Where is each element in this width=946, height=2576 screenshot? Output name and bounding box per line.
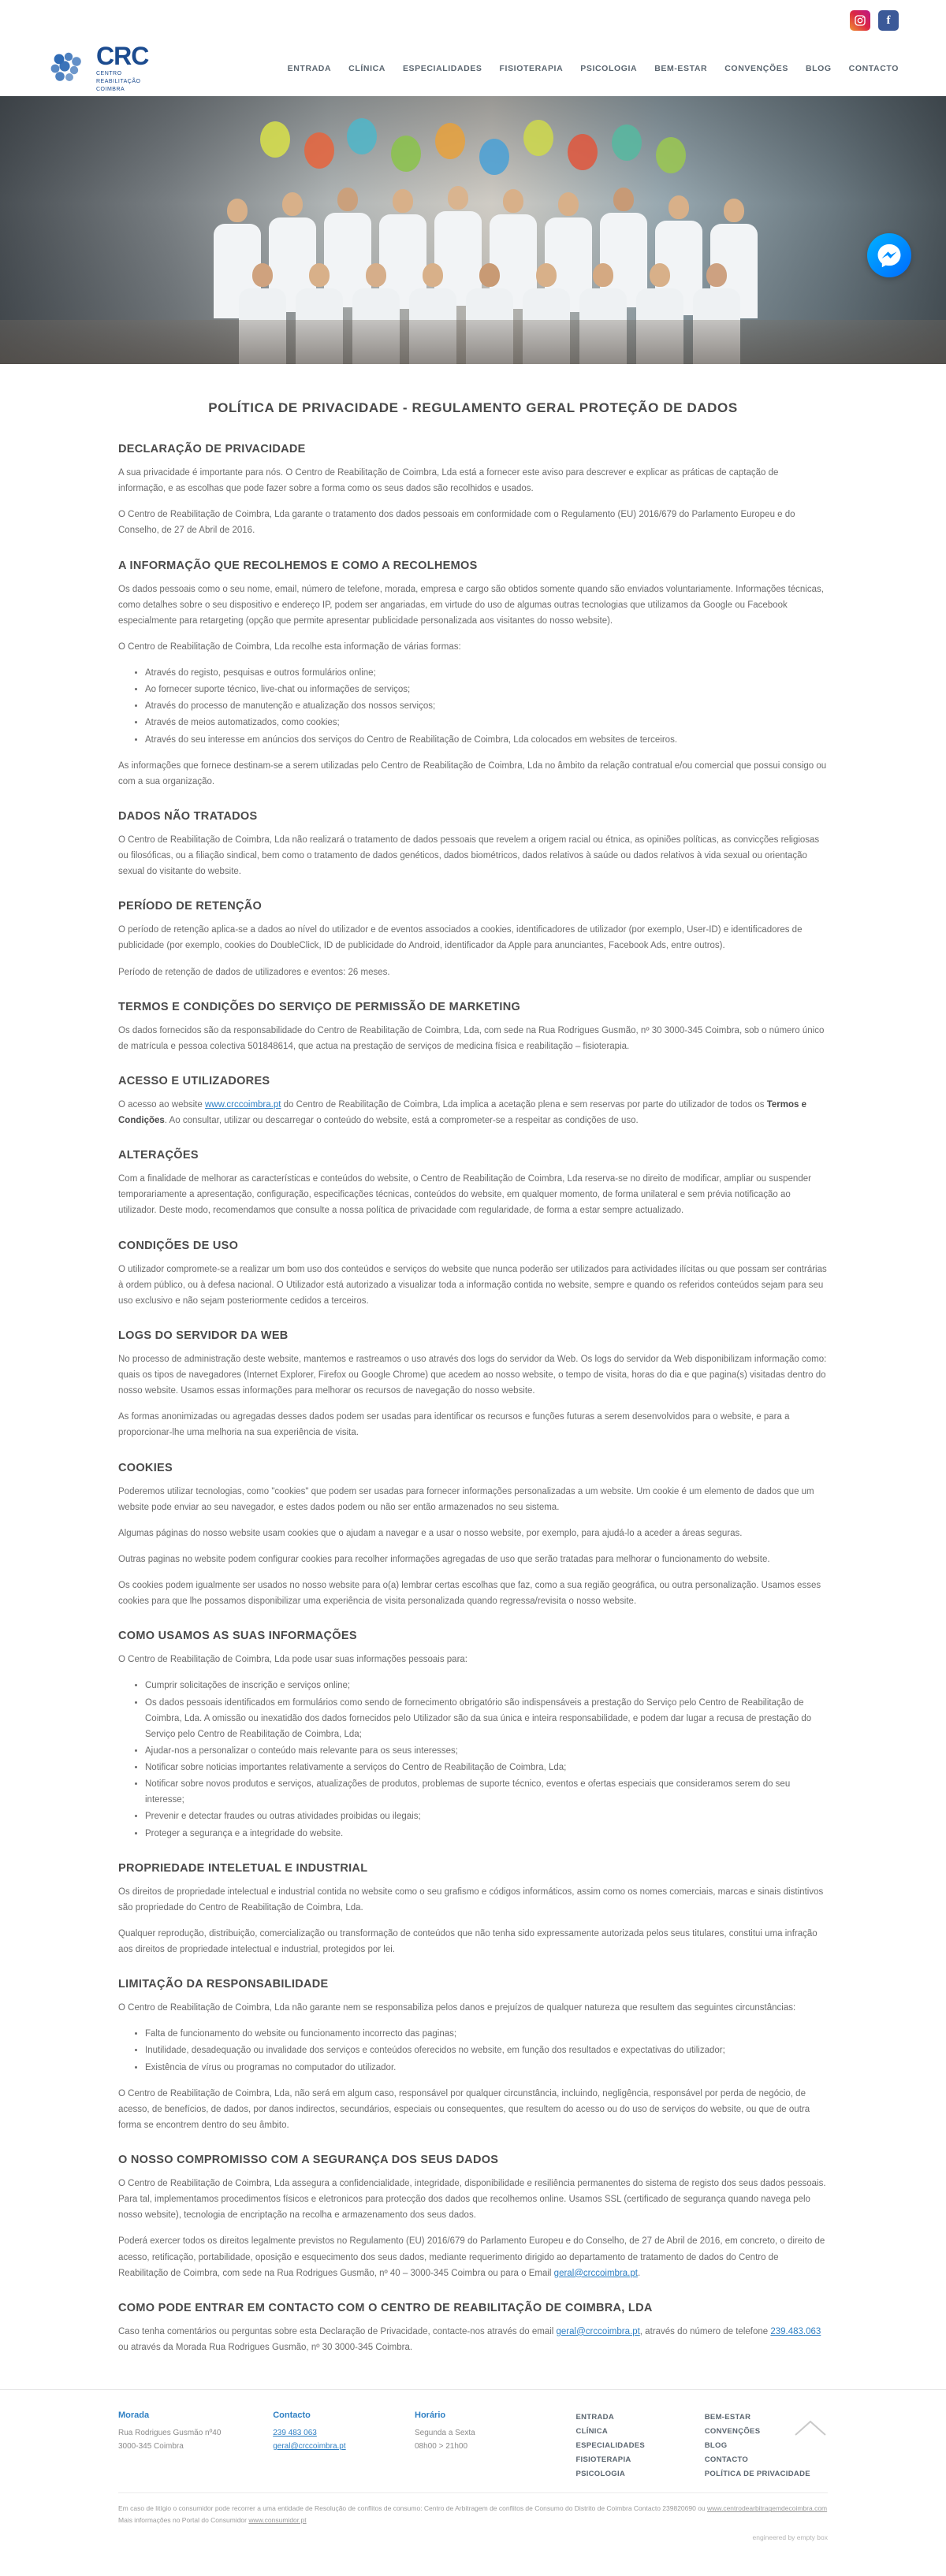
hero-floor <box>0 320 946 364</box>
main-navigation <box>288 64 899 73</box>
footer-contact-title: Contacto <box>273 2411 311 2420</box>
logo-acronym: CRC <box>96 42 149 71</box>
section-heading: DECLARAÇÃO DE PRIVACIDADE <box>118 443 306 455</box>
site-header <box>0 0 946 96</box>
section-paragraph: O período de retenção aplica-se a dados ao nível do utilizador e de eventos associados a cookies, identificadores de utilizador (por exemplo, User-ID) e identificadores de publicidade (por exemplo, cookies do DoubleClick, ID de publicidade do Android, identificador da Apple para anunciantes, Facebook Ads, entre outros). <box>118 925 803 951</box>
list-item: • Cumprir solicitações de inscrição e serviços online; <box>145 1678 828 1693</box>
section-paragraph: Algumas páginas do nosso website usam cookies que o ajudam a navegar e a usar o nosso website, por exemplo, para ajudá-lo a aceder a áreas seguras. <box>118 1528 743 1538</box>
section-heading: TERMOS E CONDIÇÕES DO SERVIÇO DE PERMISSÃO DE MARKETING <box>118 1000 521 1013</box>
section-paragraph: O Centro de Reabilitação de Coimbra, Lda, não será em algum caso, responsável por qualquer circunstância, incluindo, negligência, responsável por perda de negócio, de acesso, de benefícios, de dados, por danos indirectos, secundários, especiais ou consequentes, que resultem do acesso ou do uso de serviços do website, ou que de outra forma se encontrem dentro do seu âmbito. <box>118 2088 810 2130</box>
section-list <box>118 1678 828 1841</box>
section-paragraph: O Centro de Reabilitação de Coimbra, Lda assegura a confidencialidade, integridade, disponibilidade e resiliência permanentes do sistema de registo dos seus dados pessoais. Para tal, implementamos procedimentos físicos e eletronicos para protecção dos dados que recolhemos online. Usamos SSL (certificado de segurança quando navega pelo nosso website), tecnologia de encriptação na recolha e armazenamento dos seus dados. <box>118 2179 826 2221</box>
section-paragraph: A sua privacidade é importante para nós. O Centro de Reabilitação de Coimbra, Lda está a fornecer este aviso para descrever e explicar as práticas de captação de informação, e as escolhas que pode fazer sobre a forma como os seus dados são recolhidos e usados. <box>118 468 779 494</box>
footer-nav-item[interactable]: PSICOLOGIA <box>575 2470 626 2479</box>
footer-nav-item[interactable]: CLÍNICA <box>575 2427 609 2437</box>
footer-nav-column-1 <box>575 2411 672 2481</box>
section-paragraph: O utilizador compromete-se a realizar um bom uso dos conteúdos e serviços do website que nunca poderão ser utilizados para actividades ilícitas ou que possam ser contrárias à ordem público, ou à defesa nacional. O Utilizador está autorizado a visualizar toda a informação contida no website, sempre e quando os referidos conteúdos sejam para seu uso exclusivo e não sejam posteriormente cedidos a terceiros. <box>118 1264 827 1306</box>
section-paragraph: No processo de administração deste website, mantemos e rastreamos o uso através dos logs do servidor da Web. Os logs do servidor da Web disponibilizam informação como: quais os tipos de navegadores (Internet Explorer, Firefox ou Google Chrome) que acedem ao nosso website, o tempo de visita, horas do dia e que pagina(s) visitadas dentro do nosso website. Usamos essas informações para melhorar os recursos de navegação do nosso website. <box>118 1354 827 1396</box>
facebook-icon[interactable]: f <box>878 10 899 31</box>
nav-item-contacto[interactable]: CONTACTO <box>848 64 899 73</box>
section-paragraph: O Centro de Reabilitação de Coimbra, Lda garante o tratamento dos dados pessoais em conformidade com o Regulamento (EU) 2016/679 do Parlamento Europeu e do Conselho, de 27 de Abril de 2016. <box>118 510 795 536</box>
footer-nav-item[interactable]: CONVENÇÕES <box>704 2427 761 2437</box>
list-item: • Notificar sobre novos produtos e serviços, atualizações de produtos, problemas de suporte técnico, eventos e ofertas especiais que consideramos serem do seu interesse; <box>145 1776 828 1808</box>
nav-item-conven--es[interactable]: CONVENÇÕES <box>724 64 788 73</box>
list-item: • Existência de vírus ou programas no computador do utilizador. <box>145 2060 828 2076</box>
section-heading: COMO USAMOS AS SUAS INFORMAÇÕES <box>118 1630 357 1643</box>
section-paragraph-rich: Caso tenha comentários ou perguntas sobre esta Declaração de Privacidade, contacte-nos através do email geral@crccoimbra.pt, através do número de telefone 239.483.063 ou através da Morada Rua Rodrigues Gusmão, nº 30 3000-345 Coimbra. <box>118 2326 821 2352</box>
list-item: • Através do registo, pesquisas e outros formulários online; <box>145 665 828 681</box>
section-paragraph: Os dados pessoais como o seu nome, email, número de telefone, morada, empresa e cargo são obtidos somente quando são enviados voluntariamente. Informações técnicas, como detalhes sobre o seu dispositivo e endereço IP, podem ser angariadas, em virtude do uso de algumas outras tecnologias que utilizamos da Google ou Facebook especialmente para retargeting (opção que permite apresentar publicidade personalizada aos visitantes do nosso website). <box>118 584 824 626</box>
footer-credit: engineered by empty box <box>752 2533 828 2542</box>
page-title: POLÍTICA DE PRIVACIDADE - REGULAMENTO GERAL PROTEÇÃO DE DADOS <box>208 400 738 415</box>
footer-address <box>118 2411 241 2481</box>
section-paragraph: Os dados fornecidos são da responsabilidade do Centro de Reabilitação de Coimbra, Lda, com sede na Rua Rodrigues Gusmão, nº 30 3000-345 Coimbra, sob o número único de matrícula e pessoa colectiva 501848614, que actua na prestação de serviços de medicina física e reabilitação – fisioterapia. <box>118 1025 825 1051</box>
section-heading: DADOS NÃO TRATADOS <box>118 809 258 823</box>
nav-item-bem-estar[interactable]: BEM-ESTAR <box>654 64 708 73</box>
hero-banner <box>0 96 946 364</box>
list-item: • Proteger a segurança e a integridade do website. <box>145 1826 828 1842</box>
logo-subtitle-1: CENTRO <box>96 71 122 77</box>
footer-hours <box>415 2411 544 2481</box>
policy-sections <box>118 443 828 2355</box>
list-item: • Os dados pessoais identificados em formulários como sendo de fornecimento obrigatório são indispensáveis a prestação do Serviço pelo Centro de Reabilitação de Coimbra, Lda. A omissão ou inexatidão dos dados fornecidos pelo Utilizador são da sua única e inteira responsabilidade, e podem dar lugar a recusa de prestação do Serviço pelo Centro de Reabilitação de Coimbra, Lda; <box>145 1695 828 1742</box>
link-email-geral: geral@crccoimbra.pt <box>553 2268 638 2278</box>
section-paragraph: O Centro de Reabilitação de Coimbra, Lda recolhe esta informação de várias formas: <box>118 641 461 652</box>
section-paragraph-rich: O acesso ao website www.crccoimbra.pt do Centro de Reabilitação de Coimbra, Lda implica a acetação plena e sem reservas por parte do utilizador de todos os Termos e Condições. Ao consultar, utilizar ou descarregar o conteúdo do website, está a comprometer-se a respeitar as condições de uso. <box>118 1099 806 1125</box>
link-email-contacto: geral@crccoimbra.pt <box>556 2326 640 2336</box>
logo-subtitle-3: COIMBRA <box>96 86 125 92</box>
link-telefone: 239.483.063 <box>770 2326 821 2336</box>
list-item: • Através do seu interesse em anúncios dos serviços do Centro de Reabilitação de Coimbra, Lda colocados em websites de terceiros. <box>145 732 828 748</box>
main-content <box>0 364 946 2389</box>
logo-subtitle-2: REABILITAÇÃO <box>96 79 141 85</box>
chevron-up-icon[interactable] <box>793 2417 828 2439</box>
nav-item-blog[interactable]: BLOG <box>805 64 832 73</box>
section-paragraph: Qualquer reprodução, distribuição, comercialização ou transformação de conteúdos que não tenha sido expressamente autorizada pelos seus titulares, constitui uma infração aos direitos de propriedade intelectual e industrial, protegidos por lei. <box>118 1928 818 1954</box>
section-paragraph: As informações que fornece destinam-se a serem utilizadas pelo Centro de Reabilitação de Coimbra, Lda no âmbito da relação contratual e/ou comercial que possui consigo ou com a sua organização. <box>118 760 827 786</box>
section-paragraph: O Centro de Reabilitação de Coimbra, Lda pode usar suas informações pessoais para: <box>118 1655 467 1665</box>
footer-nav-item[interactable]: ENTRADA <box>575 2413 614 2422</box>
list-item: • Inutilidade, desadequação ou invalidade dos serviços e conteúdos oferecidos no website, em função dos resultados e expectativas do utilizador; <box>145 2043 828 2058</box>
section-paragraph: Outras paginas no website podem configurar cookies para recolher informações agregadas de uso que serão tratadas para melhorar o funcionamento do website. <box>118 1554 770 1564</box>
nav-item-especialidades[interactable]: ESPECIALIDADES <box>402 64 482 73</box>
footer-nav-item[interactable]: POLÍTICA DE PRIVACIDADE <box>704 2470 810 2479</box>
list-item: • Através do processo de manutenção e atualização dos nossos serviços; <box>145 698 828 714</box>
footer-nav-item[interactable]: CONTACTO <box>704 2455 749 2465</box>
section-heading: A INFORMAÇÃO QUE RECOLHEMOS E COMO A RECOLHEMOS <box>118 559 478 572</box>
footer-columns <box>118 2411 828 2481</box>
list-item: • Notificar sobre noticias importantes relativamente a serviços do Centro de Reabilitação de Coimbra, Lda; <box>145 1760 828 1775</box>
header-nav-row <box>47 41 899 96</box>
section-list <box>118 2026 828 2075</box>
section-heading: CONDIÇÕES DE USO <box>118 1239 239 1252</box>
footer-hours-line-1: Segunda a Sexta <box>415 2429 475 2437</box>
footer-nav-item[interactable]: BLOG <box>704 2441 728 2451</box>
section-paragraph: Os direitos de propriedade intelectual e industrial contida no website como o seu grafismo e códigos informáticos, assim como os nomes comerciais, marcas e sinais distintivos são propriedade do Centro de Reabilitação de Coimbra, Lda. <box>118 1886 824 1912</box>
section-heading: O NOSSO COMPROMISSO COM A SEGURANÇA DOS SEUS DADOS <box>118 2154 499 2166</box>
section-paragraph: Poderemos utilizar tecnologias, como "cookies" que podem ser usadas para fornecer informações personalizadas a um website. Um cookie é um elemento de dados que um website pode enviar ao seu navegador, e estes dados podem ou não ser então armazenados no seu sistema. <box>118 1486 814 1512</box>
section-heading: PROPRIEDADE INTELETUAL E INDUSTRIAL <box>118 1861 368 1875</box>
footer-hours-line-2: 08h00 > 21h00 <box>415 2442 468 2451</box>
section-heading: COMO PODE ENTRAR EM CONTACTO COM O CENTRO DE REABILITAÇÃO DE COIMBRA, LDA <box>118 2301 653 2314</box>
footer-email-link[interactable]: geral@crccoimbra.pt <box>273 2442 346 2451</box>
section-heading: PERÍODO DE RETENÇÃO <box>118 900 263 913</box>
site-logo[interactable] <box>47 43 148 93</box>
crc-logo-icon <box>47 50 88 87</box>
list-item: • Através de meios automatizados, como cookies; <box>145 715 828 730</box>
footer-nav-item[interactable]: BEM-ESTAR <box>704 2413 751 2422</box>
section-heading: ALTERAÇÕES <box>118 1149 199 1162</box>
link-website: www.crccoimbra.pt <box>204 1099 281 1110</box>
footer-address-line-1: Rua Rodrigues Gusmão nº40 <box>118 2429 222 2437</box>
footer-legal-text: Em caso de litígio o consumidor pode recorrer a uma entidade de Resolução de conflitos de consumo: Centro de Arbitragem de conflitos de Consumo do Distrito de Coimbra Contacto 239820690 ou www.centrodearbitragemdecoimbra.com Mais informações no Portal do Consumidor www.consumidor.pt <box>118 2492 828 2530</box>
nav-item-cl-nica[interactable]: CLÍNICA <box>348 64 385 73</box>
list-item: • Ao fornecer suporte técnico, live-chat ou informações de serviços; <box>145 682 828 697</box>
social-links <box>47 0 899 41</box>
section-paragraph: Com a finalidade de melhorar as características e conteúdos do website, o Centro de Reabilitação de Coimbra, Lda reserva-se no direito de modificar, ampliar ou suspender temporariamente a apresentação, configuração, especificações técnicas, conteúdos do website, em qualquer momento, de forma unilateral e sem prévia notificação ao utilizador. Deste modo, recomendamos que consulte a nossa política de privacidade com regularidade, de forma a estar sempre actualizado. <box>118 1174 811 1216</box>
instagram-icon[interactable] <box>850 10 870 31</box>
section-paragraph: Os cookies podem igualmente ser usados no nosso website para o(a) lembrar certas escolhas que faz, como a sua região geográfica, ou outra personalização. Usamos esses cookies para que lhe possamos disponibilizar uma experiência de visita personalizada quando regressa/revisita o nosso website. <box>118 1581 821 1607</box>
section-paragraph: O Centro de Reabilitação de Coimbra, Lda não realizará o tratamento de dados pessoais que revelem a origem racial ou étnica, as opiniões políticas, as convicções religiosas ou filosóficas, ou a filiação sindical, bem como o tratamento de dados genéticos, dados biométricos, dados relativos à saúde ou dados relativos à vida sexual ou orientação sexual do visitante do website. <box>118 835 820 877</box>
section-paragraph: As formas anonimizadas ou agregadas desses dados podem ser usadas para identificar os recursos e funções futuras a serem desenvolvidos para o website, e para a proporcionar-lhe uma melhoria na sua experiência de visita. <box>118 1412 790 1438</box>
footer-address-line-2: 3000-345 Coimbra <box>118 2442 184 2451</box>
section-list <box>118 665 828 748</box>
section-paragraph: O Centro de Reabilitação de Coimbra, Lda não garante nem se responsabiliza pelos danos e prejuízos de qualquer natureza que resultem das seguintes circunstâncias: <box>118 2003 796 2013</box>
section-heading: LIMITAÇÃO DA RESPONSABILIDADE <box>118 1978 329 1991</box>
footer-hours-title: Horário <box>415 2411 446 2420</box>
footer-nav-item[interactable]: ESPECIALIDADES <box>575 2441 646 2451</box>
footer-phone-link[interactable]: 239 483 063 <box>273 2429 317 2437</box>
section-heading: ACESSO E UTILIZADORES <box>118 1074 270 1087</box>
footer-contact <box>273 2411 383 2481</box>
nav-item-entrada[interactable]: ENTRADA <box>287 64 332 73</box>
section-heading: LOGS DO SERVIDOR DA WEB <box>118 1329 289 1342</box>
section-paragraph: Período de retenção de dados de utilizadores e eventos: 26 meses. <box>118 967 390 977</box>
footer-address-title: Morada <box>118 2411 150 2420</box>
nav-item-psicologia[interactable]: PSICOLOGIA <box>580 64 638 73</box>
site-footer <box>0 2389 946 2563</box>
messenger-chat-icon[interactable] <box>867 233 911 277</box>
list-item: • Ajudar-nos a personalizar o conteúdo mais relevante para os seus interesses; <box>145 1743 828 1759</box>
list-item: • Falta de funcionamento do website ou funcionamento incorrecto das paginas; <box>145 2026 828 2042</box>
nav-item-fisioterapia[interactable]: FISIOTERAPIA <box>499 64 564 73</box>
footer-nav-item[interactable]: FISIOTERAPIA <box>575 2455 631 2465</box>
list-item: • Prevenir e detectar fraudes ou outras atividades proibidas ou ilegais; <box>145 1808 828 1824</box>
section-paragraph-rich: Poderá exercer todos os direitos legalmente previstos no Regulamento (EU) 2016/679 do Parlamento Europeu e do Conselho, de 27 de Abril de 2016, em concreto, o direito de acesso, retificação, portabilidade, oposição e esquecimento dos seus dados, mediante requerimento dirigido ao departamento de tratamento de dados do Centro de Reabilitação de Coimbra, com sede na Rua Rodrigues Gusmão, nº 40 – 3000-345 Coimbra ou para o Email geral@crccoimbra.pt. <box>118 2236 825 2278</box>
section-heading: COOKIES <box>118 1461 173 1474</box>
